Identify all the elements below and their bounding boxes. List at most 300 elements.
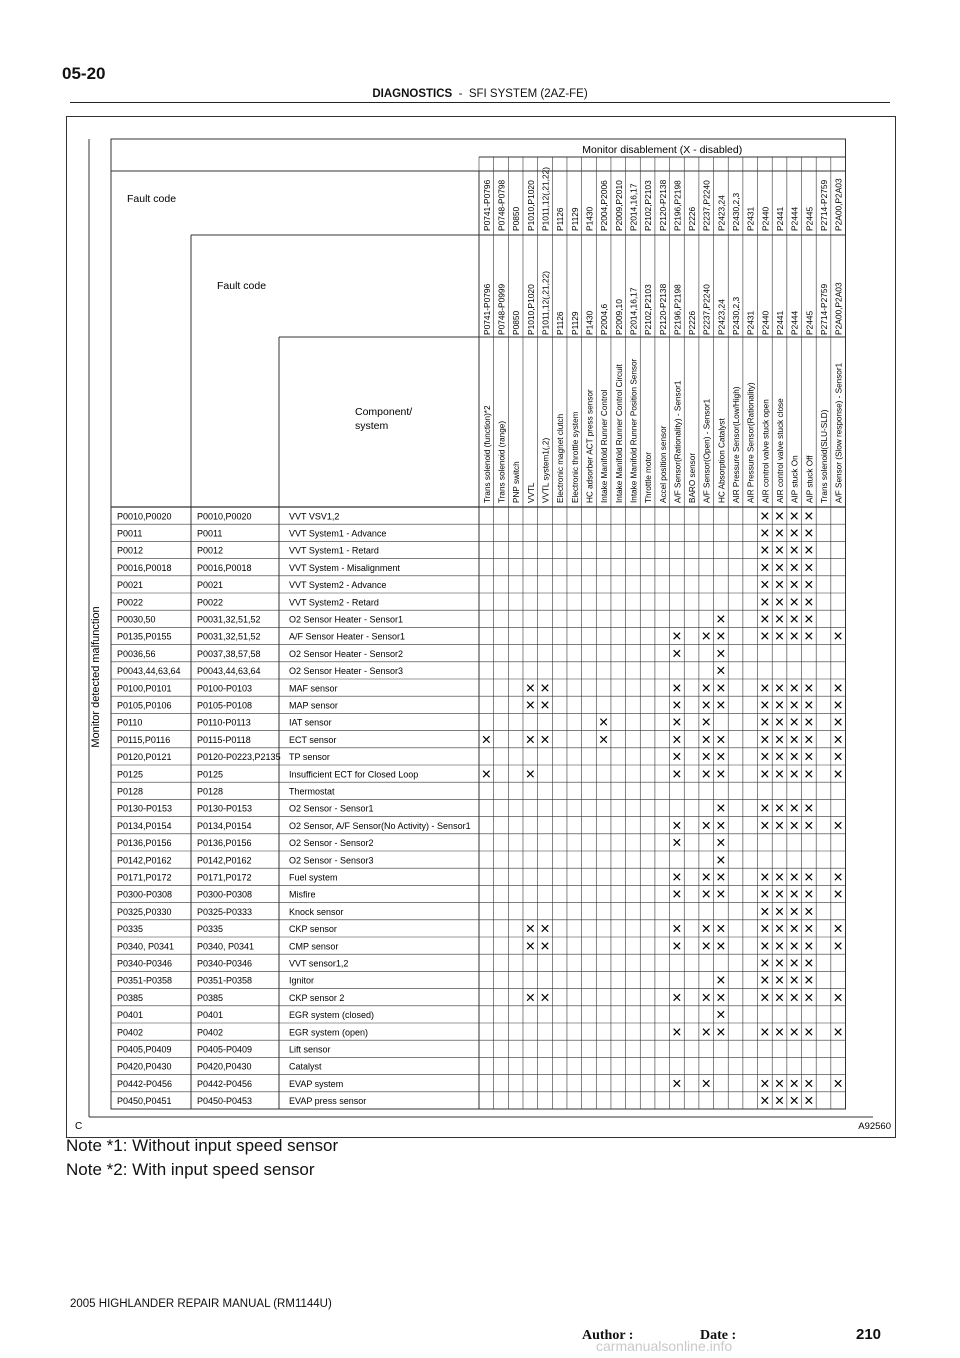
row-axis-label: Monitor detected malfunction — [90, 606, 102, 748]
column-mid-code: P1126 — [555, 311, 566, 335]
fault-code-label-outer: Fault code — [127, 193, 177, 205]
column-component-name: AIR Pressure Sensor(Low/High) — [732, 386, 742, 503]
disabled-mark: ✕ — [788, 817, 800, 833]
disabled-mark: ✕ — [671, 714, 683, 730]
column-mid-code: P2120-P2138 — [657, 283, 668, 335]
disabled-mark: ✕ — [759, 542, 771, 558]
disabled-mark: ✕ — [759, 731, 771, 747]
header-rule — [70, 102, 890, 103]
row-code: P0135,P0155 — [117, 631, 172, 642]
column-mid-code: P2440 — [760, 310, 771, 335]
row-code: P0110 — [117, 717, 143, 728]
column-top-code: P2009,P2010 — [613, 180, 624, 231]
column-component-name: AIP stuck Off — [805, 455, 815, 503]
disabled-mark: ✕ — [715, 766, 727, 782]
row-system: VVT System2 - Retard — [289, 597, 379, 608]
row-system: O2 Sensor Heater - Sensor3 — [289, 666, 404, 677]
disabled-mark: ✕ — [803, 921, 815, 937]
disabled-mark: ✕ — [832, 628, 844, 644]
column-mid-code: P2237,P2240 — [701, 284, 712, 335]
disabled-mark: ✕ — [700, 938, 712, 954]
row-system: O2 Sensor Heater - Sensor2 — [289, 648, 404, 659]
disabled-mark: ✕ — [803, 577, 815, 593]
row-system: Thermostat — [289, 786, 335, 797]
disabled-mark: ✕ — [715, 697, 727, 713]
note-1: Note *1: Without input speed sensor — [66, 1136, 339, 1155]
disabled-mark: ✕ — [671, 835, 683, 851]
section-title: DIAGNOSTICS — [372, 88, 453, 100]
row-code: P0136,P0156 — [117, 838, 172, 849]
header-separator: - — [458, 88, 463, 100]
disabled-mark: ✕ — [788, 903, 800, 919]
column-top-code: P0748-P0798 — [496, 179, 507, 231]
disabled-mark: ✕ — [525, 680, 536, 696]
disabled-mark: ✕ — [788, 577, 800, 593]
row-code-detail: P0128 — [197, 786, 224, 797]
disabled-mark: ✕ — [715, 989, 727, 1005]
column-mid-code: P2009,10 — [613, 299, 624, 335]
disabled-mark: ✕ — [759, 921, 771, 937]
row-code-detail: P0385 — [197, 992, 224, 1003]
disabled-mark: ✕ — [788, 972, 800, 988]
disabled-mark: ✕ — [759, 903, 771, 919]
disabled-mark: ✕ — [715, 628, 727, 644]
disabled-mark: ✕ — [774, 559, 785, 575]
column-mid-code: P2014,16,17 — [628, 287, 639, 335]
disabled-mark: ✕ — [671, 1075, 683, 1091]
disabled-mark: ✕ — [700, 1024, 712, 1040]
row-code: P0100,P0101 — [117, 683, 172, 694]
disabled-mark: ✕ — [774, 577, 785, 593]
disabled-mark: ✕ — [700, 680, 712, 696]
disabled-mark: ✕ — [788, 542, 800, 558]
column-top-code: P2430,2,3 — [731, 192, 742, 231]
disabled-mark: ✕ — [671, 697, 683, 713]
disabled-mark: ✕ — [759, 508, 771, 524]
disabled-mark: ✕ — [788, 697, 800, 713]
row-code: P0105,P0106 — [117, 700, 172, 711]
row-system: VVT VSV1,2 — [289, 511, 340, 522]
row-code-detail: P0115-P0118 — [197, 734, 251, 745]
disabled-mark: ✕ — [803, 938, 815, 954]
disabled-mark: ✕ — [539, 938, 551, 954]
disabled-mark: ✕ — [671, 680, 683, 696]
disabled-mark: ✕ — [700, 628, 712, 644]
row-code: P0300-P0308 — [117, 889, 173, 900]
column-mid-code: P2430,2,3 — [731, 296, 742, 335]
column-mid-code: P2441 — [775, 310, 786, 335]
disabled-mark: ✕ — [788, 1093, 800, 1109]
row-system: O2 Sensor - Sensor1 — [289, 803, 374, 814]
row-code-detail: P0450-P0453 — [197, 1096, 253, 1107]
disabled-mark: ✕ — [832, 697, 844, 713]
column-top-code: P1010,P1020 — [525, 180, 536, 231]
column-top-code: P2102,P2103 — [643, 180, 654, 231]
column-top-code: P1011,12(,21,22) — [540, 166, 551, 231]
disabled-mark: ✕ — [715, 921, 727, 937]
disabled-mark: ✕ — [788, 749, 800, 765]
column-component-name: Intake Manifold Runner Control Circuit — [614, 364, 624, 503]
row-code: P0010,P0020 — [117, 511, 172, 522]
disabled-mark: ✕ — [774, 749, 785, 765]
disabled-mark: ✕ — [788, 714, 800, 730]
row-system: O2 Sensor - Sensor2 — [289, 838, 374, 849]
row-code: P0022 — [117, 597, 144, 608]
column-top-code: P1430 — [584, 206, 595, 231]
row-code-detail: P0105-P0108 — [197, 700, 253, 711]
row-code-detail: P0110-P0113 — [197, 717, 251, 728]
disabled-mark: ✕ — [788, 955, 800, 971]
disabled-mark: ✕ — [539, 989, 551, 1005]
disabled-mark: ✕ — [759, 611, 771, 627]
table-drawing — [67, 117, 895, 1137]
row-code: P0030,50 — [117, 614, 156, 625]
row-code: P0016,P0018 — [117, 562, 172, 573]
disabled-mark: ✕ — [803, 817, 815, 833]
disabled-mark: ✕ — [759, 886, 771, 902]
column-top-code: P1129 — [569, 207, 580, 231]
disabled-mark: ✕ — [788, 886, 800, 902]
row-code: P0134,P0154 — [117, 820, 172, 831]
disabled-mark: ✕ — [525, 921, 536, 937]
disabled-mark: ✕ — [803, 903, 815, 919]
row-code-detail: P0011 — [197, 528, 223, 539]
column-mid-code: P2004,6 — [599, 303, 610, 335]
column-component-name: A/F Sensor(Open) - Sensor1 — [702, 398, 712, 503]
row-system: Misfire — [289, 889, 316, 900]
row-code: P0351-P0358 — [117, 975, 173, 986]
disabled-mark: ✕ — [803, 869, 815, 885]
column-top-code: P2440 — [760, 206, 771, 231]
disabled-mark: ✕ — [525, 766, 536, 782]
disabled-mark: ✕ — [803, 886, 815, 902]
row-code-detail: P0037,38,57,58 — [197, 648, 261, 659]
row-code: P0012 — [117, 545, 144, 556]
disabled-mark: ✕ — [715, 938, 727, 954]
row-code-detail: P0022 — [197, 597, 224, 608]
row-code: P0130-P0153 — [117, 803, 173, 814]
disabled-mark: ✕ — [774, 766, 785, 782]
disabled-mark: ✕ — [803, 680, 815, 696]
row-code-detail: P0351-P0358 — [197, 975, 253, 986]
column-component-name: A/F Sensor(Rationality) - Sensor1 — [673, 380, 683, 503]
column-mid-code: P2431 — [745, 310, 756, 335]
disabled-mark: ✕ — [774, 903, 785, 919]
disabled-mark: ✕ — [774, 1093, 785, 1109]
manual-title: 2005 HIGHLANDER REPAIR MANUAL (RM1144U) — [70, 1298, 332, 1310]
fault-code-label-inner: Fault code — [217, 280, 267, 292]
disabled-mark: ✕ — [803, 800, 815, 816]
row-code: P0402 — [117, 1027, 144, 1038]
row-code-detail: P0171,P0172 — [197, 872, 252, 883]
row-code: P0405,P0409 — [117, 1044, 172, 1055]
disabled-mark: ✕ — [788, 680, 800, 696]
disabled-mark: ✕ — [759, 955, 771, 971]
disabled-mark: ✕ — [759, 697, 771, 713]
column-component-name: Trans solenoid (range) — [497, 420, 507, 503]
column-mid-code: P1011,12(,21,22) — [540, 270, 551, 335]
disabled-mark: ✕ — [832, 817, 844, 833]
row-system: Lift sensor — [289, 1044, 331, 1055]
row-system: Catalyst — [289, 1061, 322, 1072]
row-code: P0115,P0116 — [117, 734, 171, 745]
disabled-mark: ✕ — [803, 955, 815, 971]
disabled-mark: ✕ — [700, 731, 712, 747]
column-top-code: P2431 — [745, 206, 756, 231]
row-code: P0420,P0430 — [117, 1061, 172, 1072]
row-code: P0450,P0451 — [117, 1096, 172, 1107]
disabled-mark: ✕ — [803, 1024, 815, 1040]
column-mid-code: P1129 — [569, 311, 580, 335]
column-component-name: AIR control valve stuck close — [776, 398, 786, 503]
disabled-mark: ✕ — [671, 886, 683, 902]
disabled-mark: ✕ — [788, 800, 800, 816]
disabled-mark: ✕ — [788, 594, 800, 610]
row-code-detail: P0100-P0103 — [197, 683, 253, 694]
row-system: TP sensor — [289, 752, 330, 763]
row-system: Knock sensor — [289, 906, 344, 917]
disabled-mark: ✕ — [700, 749, 712, 765]
author-label: Author : — [582, 1328, 634, 1343]
row-code-detail: P0016,P0018 — [197, 562, 252, 573]
column-top-code: P2120-P2138 — [657, 179, 668, 231]
disabled-mark: ✕ — [715, 817, 727, 833]
row-code-detail: P0130-P0153 — [197, 803, 253, 814]
disabled-mark: ✕ — [715, 835, 727, 851]
disabled-mark: ✕ — [715, 1024, 727, 1040]
disabled-mark: ✕ — [759, 1093, 771, 1109]
disabled-mark: ✕ — [715, 852, 727, 868]
column-top-code: P2196,P2198 — [672, 180, 683, 231]
row-system: MAP sensor — [289, 700, 338, 711]
row-code-detail: P0043,44,63,64 — [197, 666, 261, 677]
column-component-name: VVTL system1(,2) — [541, 437, 551, 503]
disabled-mark: ✕ — [803, 508, 815, 524]
disabled-mark: ✕ — [715, 1007, 727, 1023]
disabled-mark: ✕ — [700, 766, 712, 782]
column-mid-code: P2423,24 — [716, 299, 727, 335]
table-title: Monitor disablement (X - disabled) — [582, 144, 743, 156]
disabled-mark: ✕ — [774, 611, 785, 627]
column-mid-code: P2102,P2103 — [643, 284, 654, 335]
disabled-mark: ✕ — [774, 800, 785, 816]
disabled-mark: ✕ — [774, 525, 785, 541]
disabled-mark: ✕ — [832, 938, 844, 954]
disabled-mark: ✕ — [774, 989, 785, 1005]
column-mid-code: P0850 — [511, 310, 522, 335]
note-2: Note *2: With input speed sensor — [66, 1160, 315, 1179]
row-code-detail: P0405-P0409 — [197, 1044, 253, 1055]
disabled-mark: ✕ — [759, 1075, 771, 1091]
row-code: P0142,P0162 — [117, 855, 172, 866]
column-mid-code: P0741-P0796 — [481, 283, 492, 335]
disabled-mark: ✕ — [700, 817, 712, 833]
row-system: CKP sensor 2 — [289, 992, 345, 1003]
row-code: P0335 — [117, 924, 144, 935]
column-top-code: P2441 — [775, 206, 786, 231]
disabled-mark: ✕ — [832, 680, 844, 696]
row-system: VVT System2 - Advance — [289, 580, 387, 591]
disabled-mark: ✕ — [832, 921, 844, 937]
row-system: CKP sensor — [289, 924, 337, 935]
disabled-mark: ✕ — [774, 886, 785, 902]
column-top-code: P2237,P2240 — [701, 180, 712, 231]
row-system: ECT sensor — [289, 734, 337, 745]
page-code: 05-20 — [62, 64, 106, 83]
disabled-mark: ✕ — [671, 766, 683, 782]
disabled-mark: ✕ — [803, 542, 815, 558]
disabled-mark: ✕ — [525, 989, 536, 1005]
disabled-mark: ✕ — [788, 766, 800, 782]
row-code: P0442-P0456 — [117, 1078, 173, 1089]
disabled-mark: ✕ — [803, 559, 815, 575]
row-code-detail: P0442-P0456 — [197, 1078, 253, 1089]
row-system: O2 Sensor Heater - Sensor1 — [289, 614, 404, 625]
column-component-name: AIP stuck On — [790, 455, 800, 503]
row-code: P0325,P0330 — [117, 906, 172, 917]
disabled-mark: ✕ — [774, 955, 785, 971]
row-code: P0011 — [117, 528, 143, 539]
disabled-mark: ✕ — [525, 938, 536, 954]
disabled-mark: ✕ — [788, 611, 800, 627]
disabled-mark: ✕ — [774, 542, 785, 558]
disabled-mark: ✕ — [525, 697, 536, 713]
row-system: A/F Sensor Heater - Sensor1 — [289, 631, 406, 642]
row-system: VVT System - Misalignment — [289, 562, 400, 573]
column-mid-code: P0748-P0999 — [496, 283, 507, 335]
row-system: IAT sensor — [289, 717, 332, 728]
row-system: VVT System1 - Advance — [289, 528, 387, 539]
row-code: P0171,P0172 — [117, 872, 172, 883]
disabled-mark: ✕ — [803, 594, 815, 610]
disabled-mark: ✕ — [788, 921, 800, 937]
monitor-disablement-table — [66, 116, 896, 1138]
column-top-code: P0741-P0796 — [481, 179, 492, 231]
disabled-mark: ✕ — [803, 714, 815, 730]
disabled-mark: ✕ — [832, 1024, 844, 1040]
row-code-detail: P0340, P0341 — [197, 941, 255, 952]
disabled-mark: ✕ — [598, 731, 609, 747]
disabled-mark: ✕ — [788, 1024, 800, 1040]
row-system: EGR system (open) — [289, 1027, 369, 1038]
column-top-code: P1126 — [555, 207, 566, 231]
row-code: P0043,44,63,64 — [117, 666, 181, 677]
column-mid-code: P2444 — [789, 310, 800, 335]
disabled-mark: ✕ — [759, 577, 771, 593]
row-code-detail: P0300-P0308 — [197, 889, 253, 900]
disabled-mark: ✕ — [803, 749, 815, 765]
column-top-code: P2714-P2759 — [819, 179, 830, 231]
column-top-code: P2226 — [687, 206, 698, 231]
column-top-code: P2423,24 — [716, 195, 727, 231]
disabled-mark: ✕ — [715, 611, 727, 627]
disabled-mark: ✕ — [715, 680, 727, 696]
disabled-mark: ✕ — [759, 869, 771, 885]
column-component-name: Trans solenoid(SLU-SLD) — [820, 409, 830, 503]
disabled-mark: ✕ — [774, 714, 785, 730]
column-component-name: AIR control valve stuck open — [761, 399, 771, 503]
disabled-mark: ✕ — [539, 697, 551, 713]
disabled-mark: ✕ — [759, 714, 771, 730]
column-mid-code: P2226 — [687, 310, 698, 335]
column-mid-code: P2196,P2198 — [672, 284, 683, 335]
disabled-mark: ✕ — [774, 628, 785, 644]
row-system: VVT sensor1,2 — [289, 958, 349, 969]
disabled-mark: ✕ — [788, 525, 800, 541]
disabled-mark: ✕ — [715, 869, 727, 885]
disabled-mark: ✕ — [832, 989, 844, 1005]
watermark: carmanualsonline.info — [596, 1338, 733, 1354]
disabled-mark: ✕ — [700, 921, 712, 937]
row-code-detail: P0402 — [197, 1027, 224, 1038]
row-system: Ignitor — [289, 975, 315, 986]
subsection-title: SFI SYSTEM (2AZ-FE) — [468, 88, 588, 100]
disabled-mark: ✕ — [774, 508, 785, 524]
disabled-mark: ✕ — [803, 628, 815, 644]
disabled-mark: ✕ — [700, 989, 712, 1005]
disabled-mark: ✕ — [759, 989, 771, 1005]
disabled-mark: ✕ — [715, 663, 727, 679]
disabled-mark: ✕ — [832, 714, 844, 730]
disabled-mark: ✕ — [759, 766, 771, 782]
row-code-detail: P0335 — [197, 924, 224, 935]
row-code: P0128 — [117, 786, 144, 797]
disabled-mark: ✕ — [671, 628, 683, 644]
row-code: P0340-P0346 — [117, 958, 173, 969]
disabled-mark: ✕ — [774, 1075, 785, 1091]
column-mid-code: P2714-P2759 — [819, 283, 830, 335]
disabled-mark: ✕ — [803, 766, 815, 782]
disabled-mark: ✕ — [788, 1075, 800, 1091]
disabled-mark: ✕ — [525, 731, 536, 747]
disabled-mark: ✕ — [832, 749, 844, 765]
column-component-name: A/F Sensor (Slow response) - Sensor1 — [834, 362, 844, 503]
disabled-mark: ✕ — [598, 714, 609, 730]
disabled-mark: ✕ — [788, 869, 800, 885]
disabled-mark: ✕ — [803, 611, 815, 627]
column-component-name: VVTL — [526, 482, 536, 503]
disabled-mark: ✕ — [759, 628, 771, 644]
page-number: 210 — [856, 1326, 882, 1343]
disabled-mark: ✕ — [539, 731, 551, 747]
column-component-name: BARO sensor — [688, 452, 698, 503]
disabled-mark: ✕ — [715, 972, 727, 988]
column-top-code: P2004,P2006 — [599, 180, 610, 231]
row-system: O2 Sensor, A/F Sensor(No Activity) - Sensor1 — [289, 820, 471, 831]
disabled-mark: ✕ — [481, 731, 492, 747]
column-component-name: Intake Manifold Runner Position Sensor — [629, 358, 639, 503]
row-code-detail: P0420,P0430 — [197, 1061, 252, 1072]
row-code-detail: P0021 — [197, 580, 224, 591]
row-system: Insufficient ECT for Closed Loop — [289, 769, 419, 780]
row-code-detail: P0142,P0162 — [197, 855, 252, 866]
disabled-mark: ✕ — [700, 886, 712, 902]
disabled-mark: ✕ — [671, 921, 683, 937]
disabled-mark: ✕ — [539, 921, 551, 937]
disabled-mark: ✕ — [803, 1075, 815, 1091]
disabled-mark: ✕ — [759, 1024, 771, 1040]
row-code-detail: P0136,P0156 — [197, 838, 252, 849]
disabled-mark: ✕ — [788, 731, 800, 747]
disabled-mark: ✕ — [671, 817, 683, 833]
disabled-mark: ✕ — [759, 749, 771, 765]
row-system: VVT System1 - Retard — [289, 545, 379, 556]
disabled-mark: ✕ — [788, 989, 800, 1005]
disabled-mark: ✕ — [803, 731, 815, 747]
disabled-mark: ✕ — [671, 645, 683, 661]
column-top-code: P2014,16,17 — [628, 183, 639, 231]
disabled-mark: ✕ — [774, 731, 785, 747]
